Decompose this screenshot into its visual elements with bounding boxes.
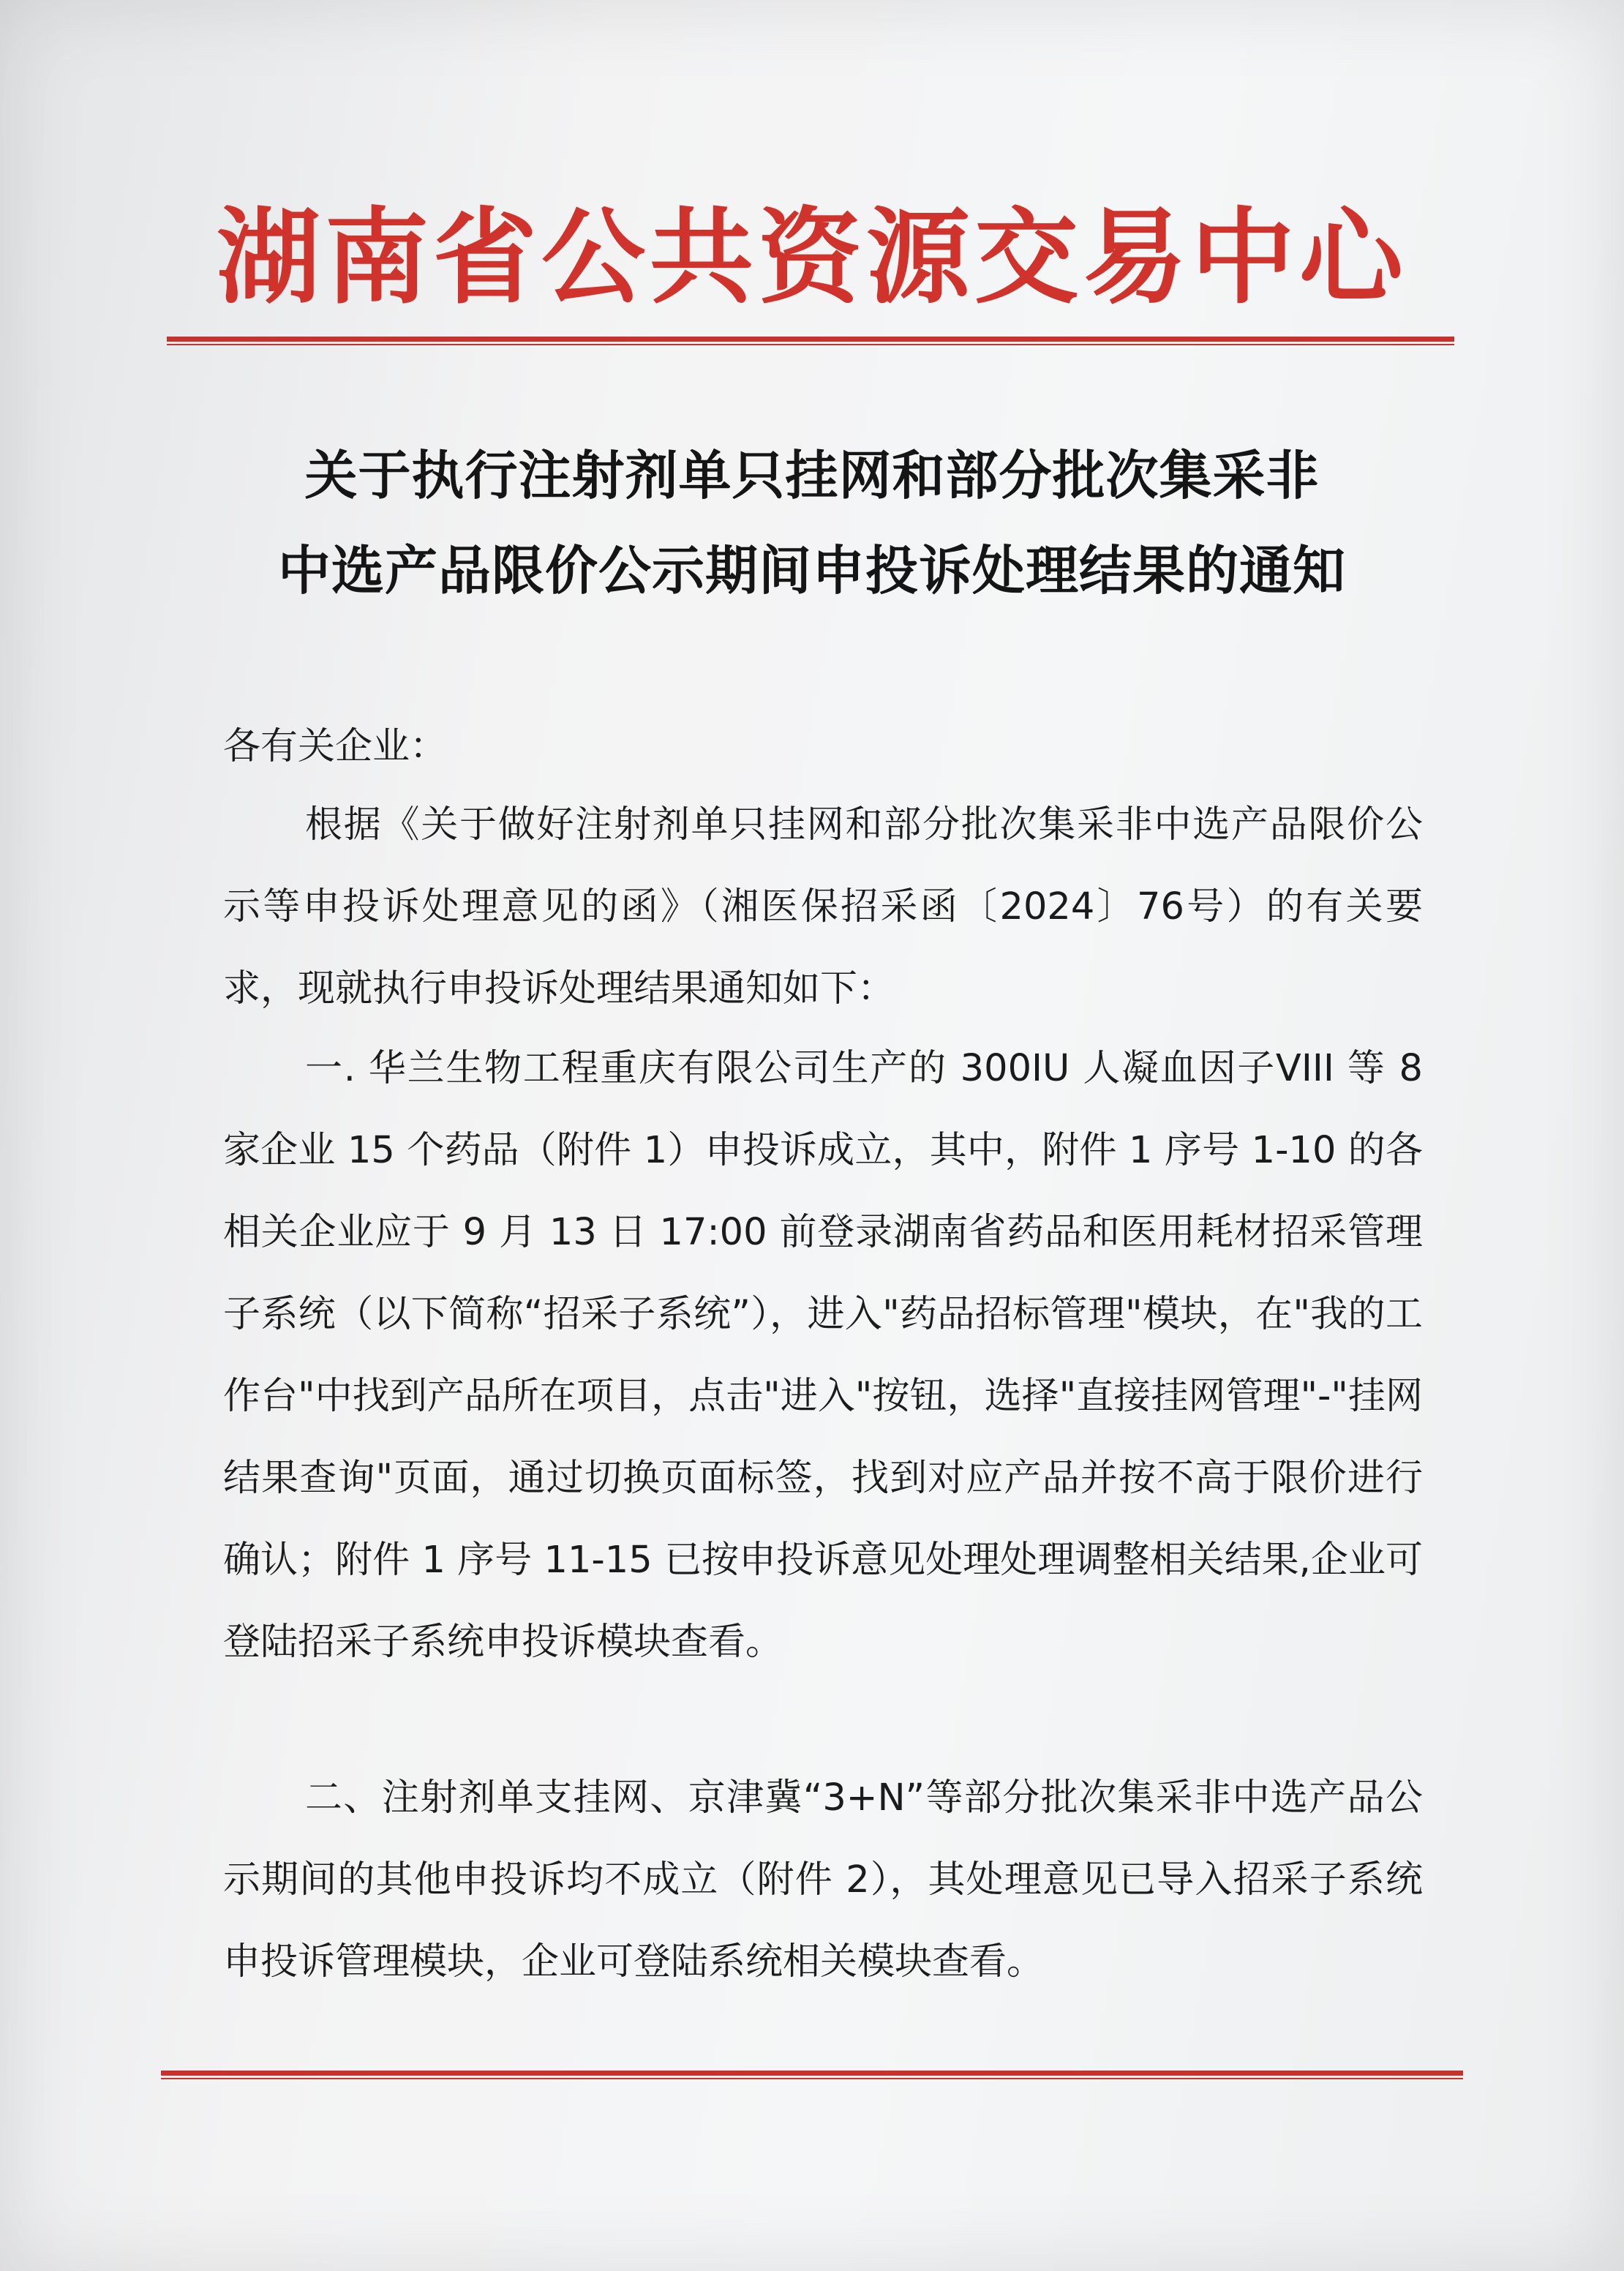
paragraph-item-two: 二、注射剂单支挂网、京津冀“3+N”等部分批次集采非中选产品公示期间的其他申投诉均不成立（附件 2），其处理意见已导入招采子系统申投诉管理模块，企业可登陆系统相关模块查看。	[223, 1776, 1423, 1983]
organization-header: 湖南省公共资源交易中心	[217, 197, 1407, 318]
header-red-rule	[167, 337, 1454, 345]
paragraph-item-one: 一. 华兰生物工程重庆有限公司生产的 300IU 人凝血因子VIII 等 8 家企业 15 个药品（附件 1）申投诉成立，其中，附件 1 序号 1-10 的各相关企业应于 9 月 13 日 17:00 前登录湖南省药品和医用耗材招采管理子系统（以下简称“招采子系统”），进入"药品招标管理"模块，在"我的工作台"中找到产品所在项目，点击"进入"按钮，选择"直接挂网管理"-"挂网结果查询"页面，通过切换页面标签，找到对应产品并按不高于限价进行确认；附件 1 序号 11-15 已按申投诉意见处理处理调整相关结果,企业可登陆招采子系统申投诉模块查看。	[223, 1047, 1423, 1664]
document-title-line-2: 中选产品限价公示期间申投诉处理结果的通知	[277, 539, 1346, 601]
document-title-line-1: 关于执行注射剂单只挂网和部分批次集采非	[304, 444, 1320, 506]
salutation: 各有关企业：	[223, 725, 448, 768]
paragraph-basis: 根据《关于做好注射剂单只挂网和部分批次集采非中选产品限价公示等申投诉处理意见的函》（湘医保招采函〔2024〕76号）的有关要求，现就执行申投诉处理结果通知如下：	[223, 803, 1423, 1010]
footer-red-rule	[161, 2071, 1463, 2079]
